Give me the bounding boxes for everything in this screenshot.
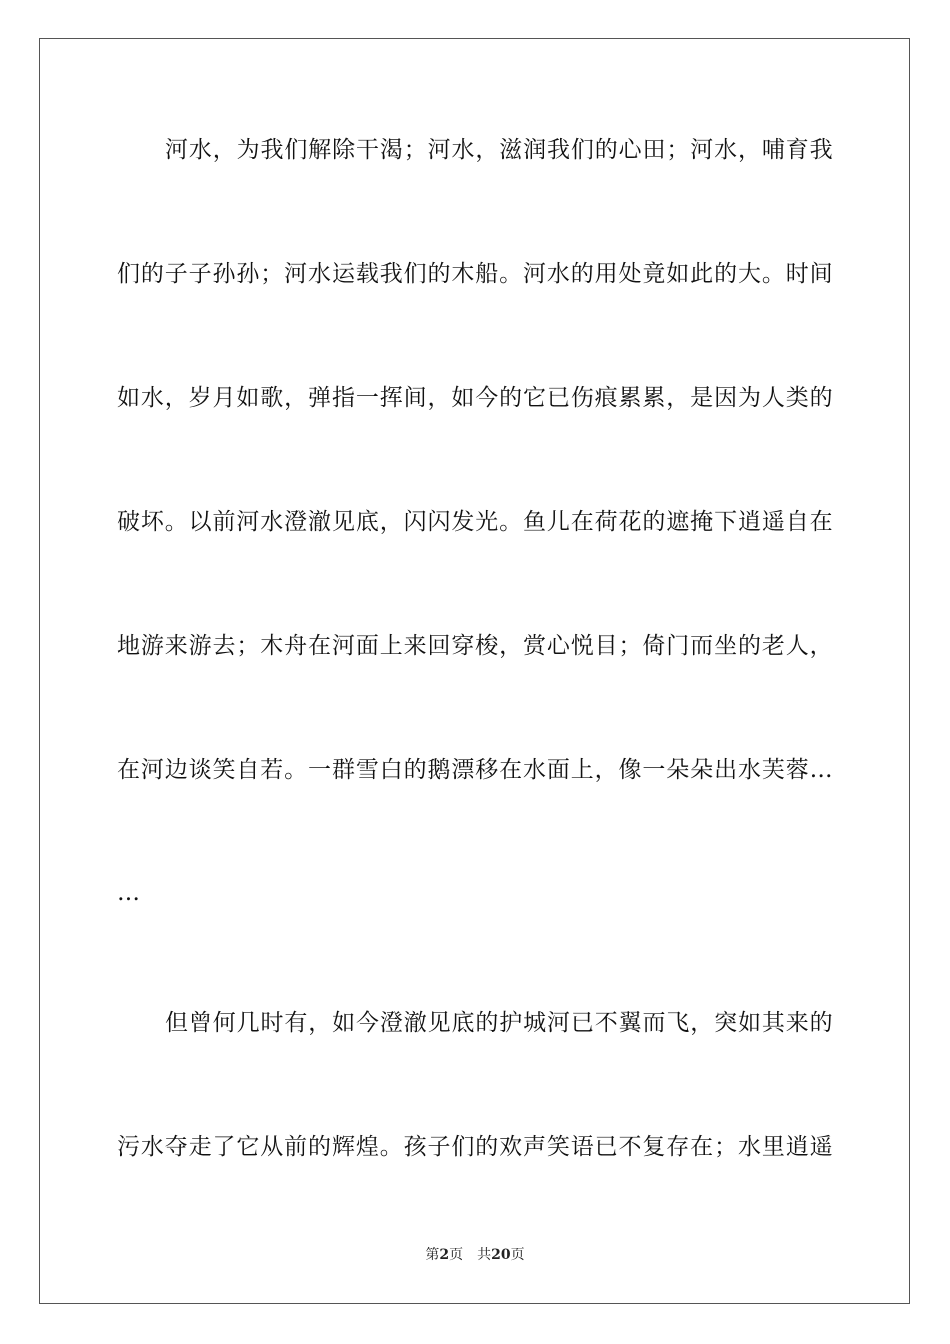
paragraph-1-line-6: 在河边谈笑自若。一群雪白的鹅漂移在水面上，像一朵朵出水芙蓉…: [117, 757, 833, 783]
page-suffix: 页: [449, 1247, 464, 1263]
paragraph-1-line-2: 们的子子孙孙；河水运载我们的木船。河水的用处竟如此的大。时间: [117, 261, 833, 287]
page-footer: [0, 1245, 950, 1265]
total-prefix: 共: [477, 1247, 492, 1263]
paragraph-2-line-2: 污水夺走了它从前的辉煌。孩子们的欢声笑语已不复存在；水里逍遥: [117, 1134, 833, 1160]
page-number: 2: [439, 1247, 450, 1263]
total-suffix: 页: [510, 1247, 525, 1263]
paragraph-1-line-1: 河水，为我们解除干渴；河水，滋润我们的心田；河水，哺育我: [165, 137, 833, 163]
paragraph-1-line-5: 地游来游去；木舟在河面上来回穿梭，赏心悦目；倚门而坐的老人，: [117, 633, 833, 659]
paragraph-1-line-4: 破坏。以前河水澄澈见底，闪闪发光。鱼儿在荷花的遮掩下逍遥自在: [117, 509, 833, 535]
page-frame: [39, 38, 910, 1304]
paragraph-1-line-7: …: [117, 880, 141, 906]
total-number: 20: [491, 1247, 511, 1263]
paragraph-1-line-3: 如水，岁月如歌，弹指一挥间，如今的它已伤痕累累，是因为人类的: [117, 385, 833, 411]
paragraph-2-line-1: 但曾何几时有，如今澄澈见底的护城河已不翼而飞，突如其来的: [165, 1010, 833, 1036]
page-prefix: 第: [425, 1247, 440, 1263]
